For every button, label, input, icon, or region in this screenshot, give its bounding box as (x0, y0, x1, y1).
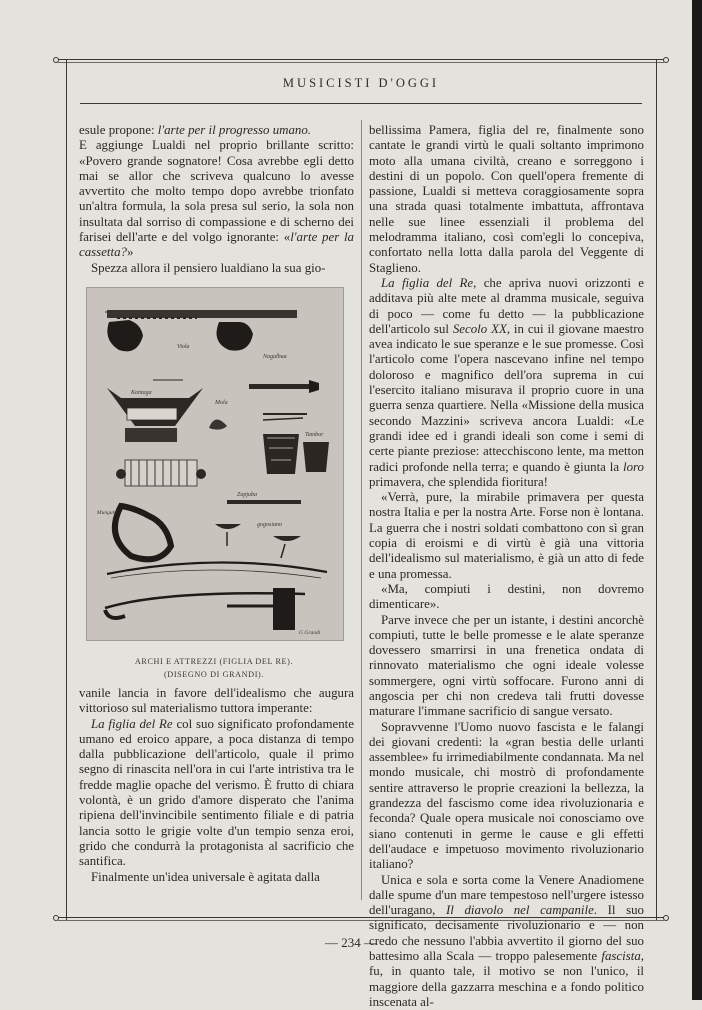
frame-ornament (53, 57, 59, 63)
sketch-gourd-left (107, 320, 143, 351)
sketch-bar (107, 310, 297, 318)
paragraph (79, 123, 354, 138)
illustration-instruments (86, 287, 344, 641)
text-run: «Ma, compiuti i destini, non dovremo dimenticare». (369, 581, 644, 612)
top-rule (58, 59, 664, 60)
sketch-drum-small (303, 442, 329, 472)
running-header: MUSICISTI D'OGGI (282, 76, 440, 90)
italic-text: La figlia del Re (381, 275, 474, 290)
text-run: col suo significato profondamente umano ed eroico appare, a poca distanza di tempo dalla pubblicazione dell'articolo, quale il primo segno di rinascita nell'ora in cui l'arte intristiva tra le fredde maglie opache del verismo. È frutto di chiara volontà, è un grido d'amore disperato che l'anima ripiena dell'invincibile sentimento filiale e di patria lancia sotto le grigie volte d'un tempio senza eroi, grido che condurrà la protagonista al sacrificio che santifica. (79, 716, 354, 869)
paragraph (79, 717, 354, 870)
sketch-bow-tip (105, 610, 125, 618)
sketch-signature: G Grandi (299, 630, 321, 636)
text-run: , che apriva nuovi orizzonti e additava più alte mete al dramma musicale, seguiva di poco — come fu detto — la pubblicazione dell'articolo sul (369, 275, 644, 336)
sketch-curved-harp (115, 506, 171, 559)
column-divider (361, 120, 362, 900)
paragraph (369, 613, 644, 720)
paragraph (79, 261, 354, 276)
left-frame-line (66, 60, 67, 920)
italic-text: l'arte per il progresso umano. (157, 123, 312, 137)
sketch-bow (107, 562, 327, 574)
text-run: Unica e sola e sorta come la Venere Anadiomene dalle spume d'un mare tempestoso nell'urgere istesso dell'uragano, (369, 872, 644, 918)
italic-text: l'arte per la cassetta? (79, 230, 354, 260)
frame-ornament (53, 915, 59, 921)
text-run: . Il suo significato, decisamente rivoluzionario e — non credo che nessuno l'abbia avvertito il giorno del suo battesimo alla Scala — troppo palesemente (369, 903, 645, 964)
sketch-label: Kantaga (131, 390, 152, 396)
sketch-mallet-head (273, 588, 295, 630)
header-rule (80, 103, 642, 104)
sketch-label: gogosiano (257, 522, 283, 528)
text-run: Parve invece che per un istante, i destini ancorchè compiuti, tutte le belle promesse e le alate speranze dovessero smarrirsi in una frenetica ondata di rinnovato materialismo che ogni ideale volesse sommergere, ogni virtù soffocare. Furono anni di angoscia per chi non credeva tali frutti dovesse maturare l'immane sacrificio di sangue versato. (369, 612, 644, 719)
sketch-knob (196, 469, 206, 479)
page-number: — 234 — (325, 935, 377, 950)
frame-ornament (663, 57, 669, 63)
italic-text: loro (622, 459, 644, 474)
sketch-label: Viola (177, 344, 190, 350)
sketch-drum-large (263, 434, 299, 474)
figure-caption (86, 655, 342, 681)
paragraph (369, 276, 644, 490)
sketch-label: Mola (215, 400, 228, 406)
sketch-label: Mungulu (97, 510, 117, 516)
italic-text: La figlia del Re (91, 716, 173, 731)
text-run: , in cui il giovane maestro avea indicato le sue speranze e le sue promesse. Così l'articolo come l'opera nascevano infine nel tempo doloroso e magnifico dell'ora suprema in cui l'esercito italiano misurava il proprio cuore in una guerra senza quartiere. Nella «Missione della musica secondo Mazzini» scriveva ancora Lualdi: «Le grandi idee ed i grandi ideali son come i semi di certe piante preziose: attecchiscono lente, ma metton radici profonde nella terra; e quando è giunta la (369, 321, 644, 474)
sketch-label: Tambor (305, 432, 324, 438)
italic-text: Il diavolo nel campanile (446, 903, 594, 918)
sketch-stick (263, 418, 303, 420)
sketch-pipe (227, 500, 301, 504)
text-run: esule propone: (79, 123, 158, 137)
text-run: Sopravvenne l'Uomo nuovo fascista e le falangi dei giovani credenti: la «gran bestia delle urlanti assemblee» fu irrimediabilmente condannata. Ma nel mondo musicale, chi mostrò di profondamente sentire attraverso le proprie creazioni la bellezza, la grandezza del fascismo come idea rivoluzionaria e feconda? Quale opera musicale noi conosciamo ove siano contenuti in germe le cause e gli effetti dell'audace e impetuoso movimento rivoluzionario italiano? (369, 719, 644, 872)
left-column-bottom (79, 686, 354, 885)
paragraph (79, 686, 354, 717)
sketch-line (281, 544, 285, 558)
text-run: » (126, 245, 134, 260)
text-run: «Verrà, pure, la mirabile primavera per questa nostra Italia e per la nostra Arte. Forse non è lontana. La guerra che i nostri soldati combattono con sì gran copia di eroismi e di virtù è già una vittoria dell'idealismo sul materialismo, è già un atto di fede e una promessa. (369, 490, 644, 581)
text-run: Spezza allora il pensiero lualdiano la sua gio- (91, 260, 326, 275)
text-run: primavera, che splendida fioritura! (369, 474, 548, 489)
sketch-xylophone (125, 460, 197, 486)
caption-line-2: (DISEGNO DI GRANDI). (163, 670, 264, 679)
sketch-boat-base (125, 428, 177, 442)
text-run: bellissima Pamera, figlia del re, finalmente sono cantate le grandi virtù le quali soltanto imprimono moto alla umana civiltà, creano e sorreggono i destini di un popolo. Con quell'opera fremente di passione, Lualdi si metteva coraggiosamente sopra una strada quasi totalmente imbattuta, affrontava nelle sue linee essenziali il problema del melodramma italiano, così com'egli lo concepiva, confortato nella lotta dalla parola del Veggente di Staglieno. (369, 123, 644, 275)
paragraph (369, 720, 644, 873)
right-column (369, 123, 644, 1010)
sketch-flute (249, 384, 313, 389)
text-run: Finalmente un'idea universale è agitata dalla (91, 869, 320, 884)
text-run: vanile lancia in favore dell'idealismo che augura vittorioso sul materialismo tuttora imperante: (79, 686, 354, 716)
paragraph (79, 870, 354, 885)
sketch-knob (116, 469, 126, 479)
sketch-gourd-right (217, 322, 253, 351)
top-rule-inner (58, 62, 664, 63)
italic-text: fascista (601, 949, 641, 964)
sketch-flute-bell (309, 380, 319, 393)
instrument-sketch (87, 288, 343, 640)
paragraph (369, 582, 644, 613)
text-run: , fu, in quanto tale, il motivo se non l'unico, il maggiore della gazzarra meschina e a fondo politico inscenata al- (369, 949, 644, 1009)
sketch-label: Nagalbua (263, 354, 287, 360)
frame-ornament (663, 915, 669, 921)
sketch-horn (215, 524, 241, 529)
italic-text: Secolo XX (452, 321, 507, 336)
sketch-boat-panel (127, 408, 177, 420)
paragraph (369, 123, 644, 276)
text-run: E aggiunge Lualdi nel proprio brillante scritto: «Povero grande sognatore! Cosa avrebbe egli detto mai se allor che scriveva qualcuno lo avesse avvertito che molto tempo dopo avrebbe trionfato un'altra formula, la sola presa sul serio, la sola non insultata dal sorriso di compassione e di scherno dei farisei dell'arte e del volgo ignorante: « (79, 138, 354, 245)
paragraph (369, 490, 644, 582)
sketch-label: Zapjuba (237, 492, 258, 498)
sketch-bell (209, 419, 227, 429)
sketch-bow-string (111, 570, 321, 578)
paragraph (79, 138, 354, 260)
sketch-horn (273, 536, 301, 541)
left-column-top (79, 123, 354, 276)
caption-line-1: ARCHI E ATTREZZI (FIGLIA DEL RE). (134, 657, 294, 666)
right-frame-line (656, 60, 657, 920)
page-edge (692, 0, 702, 1000)
